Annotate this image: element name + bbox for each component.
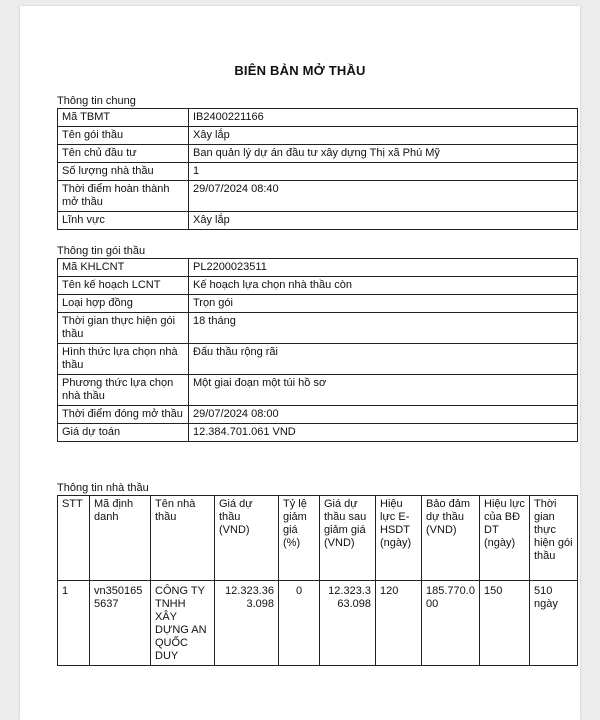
field-value: Một giai đoạn một túi hồ sơ — [189, 375, 578, 406]
column-header-guarantee: Bảo đảm dự thầu (VND) — [422, 496, 480, 581]
field-value: 1 — [189, 163, 578, 181]
table-row — [58, 424, 578, 442]
table-row — [58, 109, 578, 127]
column-header-guarantee-validity: Hiệu lực của BĐ DT (ngày) — [480, 496, 530, 581]
field-value: Xây lắp — [189, 212, 578, 230]
field-value: 29/07/2024 08:00 — [189, 406, 578, 424]
field-label: Thời điểm đóng mở thầu — [58, 406, 189, 424]
field-label: Tên chủ đầu tư — [58, 145, 189, 163]
cell-name: CÔNG TY TNHH XÂY DỰNG AN QUỐC DUY — [151, 581, 215, 666]
column-header-stt: STT — [58, 496, 90, 581]
field-label: Lĩnh vực — [58, 212, 189, 230]
table-row — [58, 145, 578, 163]
cell-duration: 510 ngày — [530, 581, 578, 666]
bidder-info-title: Thông tin nhà thầu — [57, 482, 149, 494]
field-label: Phương thức lựa chọn nhà thầu — [58, 375, 189, 406]
field-label: Giá dự toán — [58, 424, 189, 442]
cell-price-after: 12.323.363.098 — [320, 581, 376, 666]
package-info-table — [57, 258, 578, 442]
field-value: IB2400221166 — [189, 109, 578, 127]
package-info-title: Thông tin gói thầu — [57, 245, 146, 257]
document-page — [20, 6, 580, 720]
cell-guarantee: 185.770.000 — [422, 581, 480, 666]
field-value: PL2200023511 — [189, 259, 578, 277]
field-label: Tên gói thầu — [58, 127, 189, 145]
table-row — [58, 313, 578, 344]
field-label: Thời điểm hoàn thành mở thầu — [58, 181, 189, 212]
table-row — [58, 406, 578, 424]
field-value: Kế hoạch lựa chọn nhà thầu còn — [189, 277, 578, 295]
field-label: Loại hợp đồng — [58, 295, 189, 313]
table-row — [58, 181, 578, 212]
bidder-table — [57, 495, 578, 666]
cell-code: vn3501655637 — [90, 581, 151, 666]
table-row — [58, 581, 578, 666]
table-row — [58, 163, 578, 181]
column-header-price-after: Giá dự thầu sau giảm giá (VND) — [320, 496, 376, 581]
general-info-title: Thông tin chung — [57, 95, 136, 107]
field-label: Mã TBMT — [58, 109, 189, 127]
table-row — [58, 277, 578, 295]
column-header-name: Tên nhà thầu — [151, 496, 215, 581]
field-label: Hình thức lựa chọn nhà thầu — [58, 344, 189, 375]
field-value: 18 tháng — [189, 313, 578, 344]
table-row — [58, 375, 578, 406]
cell-bid-price: 12.323.363.098 — [215, 581, 279, 666]
field-label: Tên kế hoạch LCNT — [58, 277, 189, 295]
table-row — [58, 344, 578, 375]
field-value: 12.384.701.061 VND — [189, 424, 578, 442]
cell-validity: 120 — [376, 581, 422, 666]
column-header-bid-price: Giá dự thầu (VND) — [215, 496, 279, 581]
column-header-validity: Hiệu lực E-HSDT (ngày) — [376, 496, 422, 581]
field-label: Mã KHLCNT — [58, 259, 189, 277]
table-row — [58, 259, 578, 277]
table-row — [58, 295, 578, 313]
column-header-code: Mã định danh — [90, 496, 151, 581]
document-title: BIÊN BẢN MỞ THẦU — [234, 63, 366, 78]
cell-discount: 0 — [279, 581, 320, 666]
table-row — [58, 127, 578, 145]
cell-guarantee-validity: 150 — [480, 581, 530, 666]
column-header-duration: Thời gian thực hiện gói thầu — [530, 496, 578, 581]
field-value: Đấu thầu rộng rãi — [189, 344, 578, 375]
column-header-discount: Tỷ lệ giảm giá (%) — [279, 496, 320, 581]
field-label: Số lượng nhà thầu — [58, 163, 189, 181]
cell-stt: 1 — [58, 581, 90, 666]
field-value: Trọn gói — [189, 295, 578, 313]
general-info-table — [57, 108, 578, 230]
table-row — [58, 212, 578, 230]
table-header-row — [58, 496, 578, 581]
field-value: Xây lắp — [189, 127, 578, 145]
field-value: 29/07/2024 08:40 — [189, 181, 578, 212]
field-label: Thời gian thực hiện gói thầu — [58, 313, 189, 344]
field-value: Ban quản lý dự án đầu tư xây dựng Thị xã Phú Mỹ — [189, 145, 578, 163]
